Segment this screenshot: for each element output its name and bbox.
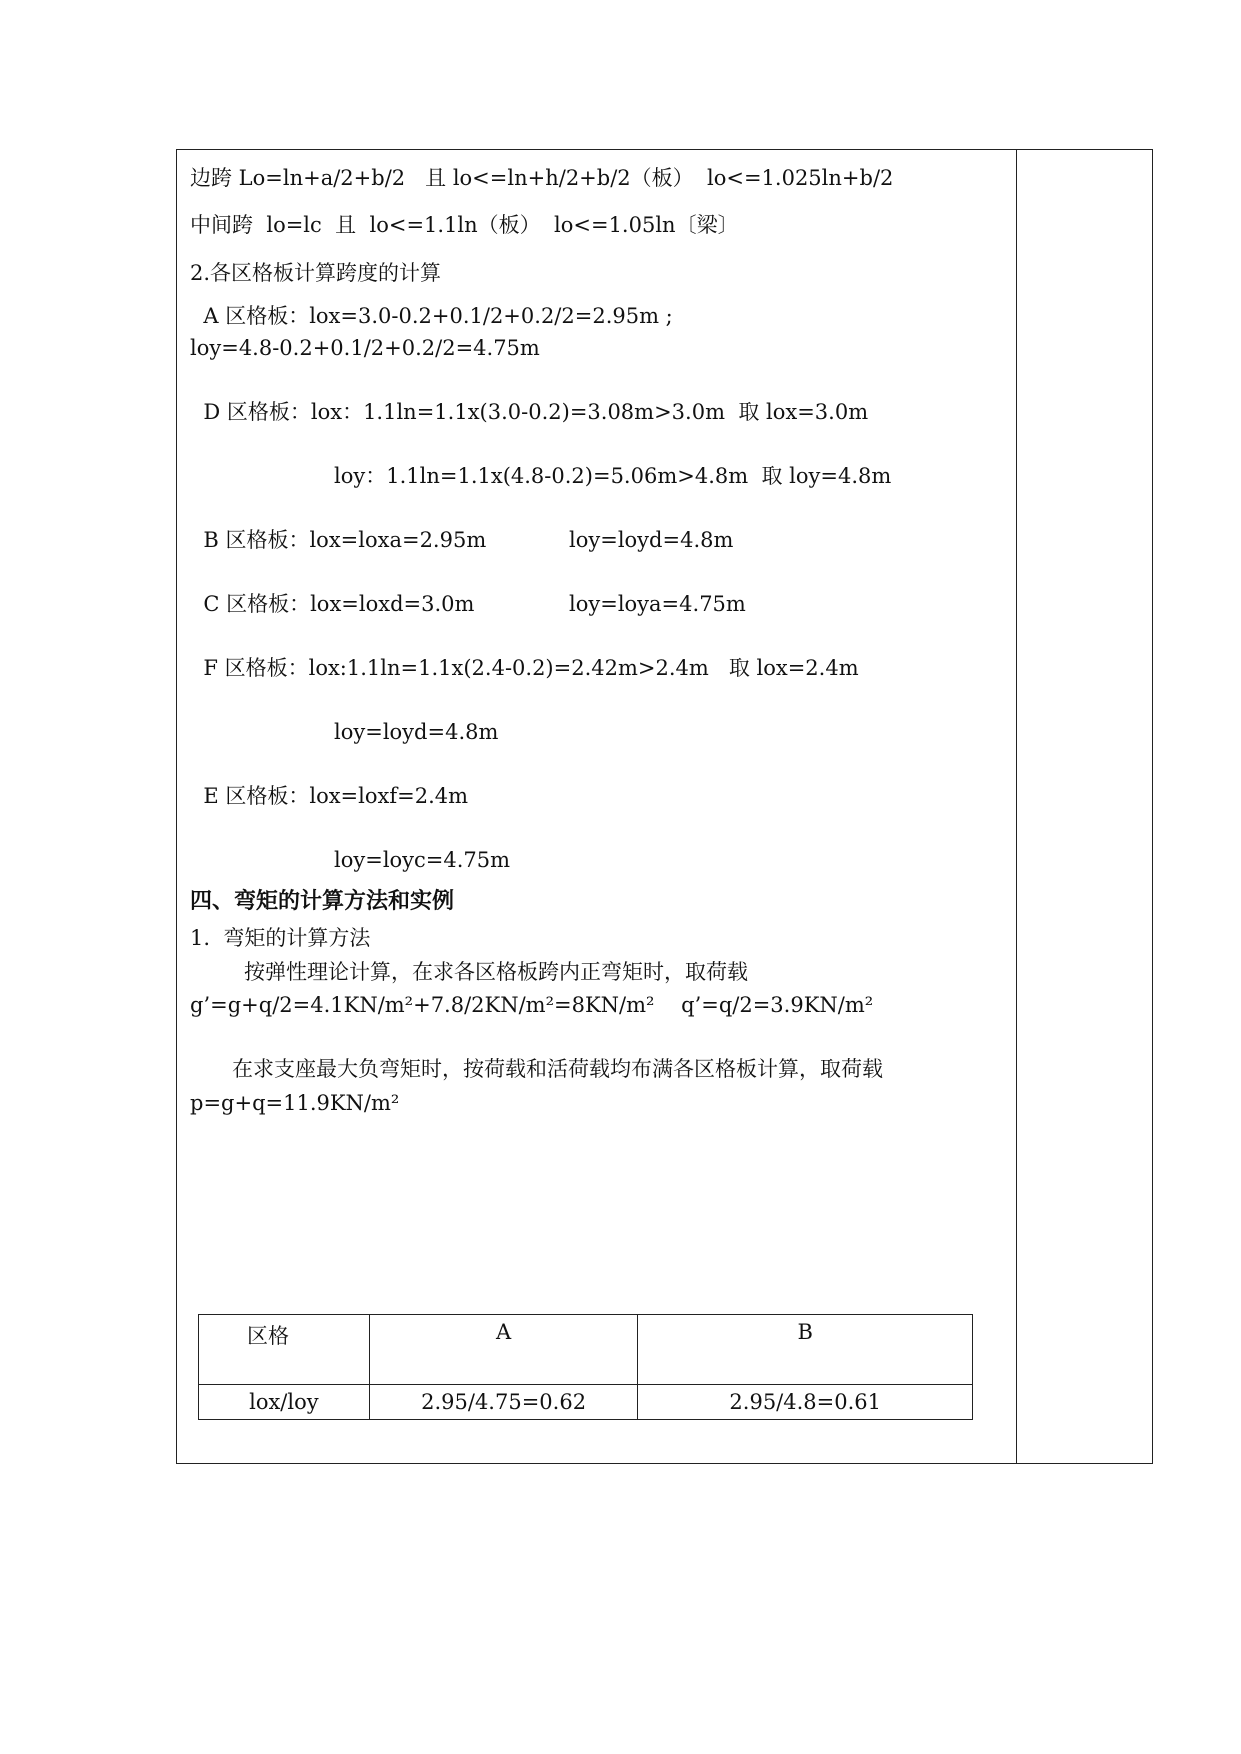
plate-f-lox: F 区格板：lox:1.1ln=1.1x(2.4-0.2)=2.42m>2.4m 取 lox=2.4m [190,656,859,680]
plate-f-loy: loy=loyd=4.8m [334,720,499,744]
table-header-row [199,1315,973,1385]
plate-e-loy: loy=loyc=4.75m [334,848,511,872]
load-p-formula: p=g+q=11.9KN/m² [190,1091,400,1115]
middle-span-formula: 中间跨 lo=lc 且 lo<=1.1ln（板） lo<=1.05ln〔梁〕 [190,213,739,237]
plate-d-lox: D 区格板：lox：1.1ln=1.1x(3.0-0.2)=3.08m>3.0m 取 lox=3.0m [190,400,869,424]
span-ratio-table [198,1314,973,1420]
elastic-theory-text: 按弹性理论计算，在求各区格板跨内正弯矩时，取荷载 [244,960,748,984]
support-moment-text: 在求支座最大负弯矩时，按荷载和活荷载均布满各区格板计算，取荷载 [232,1057,883,1081]
right-column-divider [1016,149,1017,1464]
header-cell-zone: 区格 [199,1315,370,1385]
plate-c-loy: loy=loya=4.75m [569,592,746,616]
ratio-cell-a: 2.95/4.75=0.62 [369,1385,638,1420]
header-cell-a: A [369,1315,638,1385]
row-label-cell: lox/loy [199,1385,370,1420]
plate-c-lox: C 区格板：lox=loxd=3.0m [190,592,475,616]
plate-e-lox: E 区格板：lox=loxf=2.4m [190,784,469,808]
plate-a-lox: A 区格板：lox=3.0-0.2+0.1/2+0.2/2=2.95m ; [190,304,673,328]
load-g-q-formula: g’=g+q/2=4.1KN/m²+7.8/2KN/m²=8KN/m² q’=q/2=3.9KN/m² [190,993,874,1017]
header-cell-b: B [638,1315,973,1385]
end-span-formula: 边跨 Lo=ln+a/2+b/2 且 lo<=ln+h/2+b/2（板） lo<=1.025ln+b/2 [190,166,894,190]
plate-a-loy: loy=4.8-0.2+0.1/2+0.2/2=4.75m [190,336,540,360]
table-row [199,1385,973,1420]
section-heading-moment: 四、弯矩的计算方法和实例 [190,888,455,914]
plate-b-loy: loy=loyd=4.8m [569,528,734,552]
plate-b-lox: B 区格板：lox=loxa=2.95m [190,528,487,552]
ratio-cell-b: 2.95/4.8=0.61 [638,1385,973,1420]
plate-d-loy: loy：1.1ln=1.1x(4.8-0.2)=5.06m>4.8m 取 loy=4.8m [334,464,892,488]
subheading-moment-method: 1. 弯矩的计算方法 [190,926,371,950]
section-heading-span-calc: 2.各区格板计算跨度的计算 [190,261,442,285]
